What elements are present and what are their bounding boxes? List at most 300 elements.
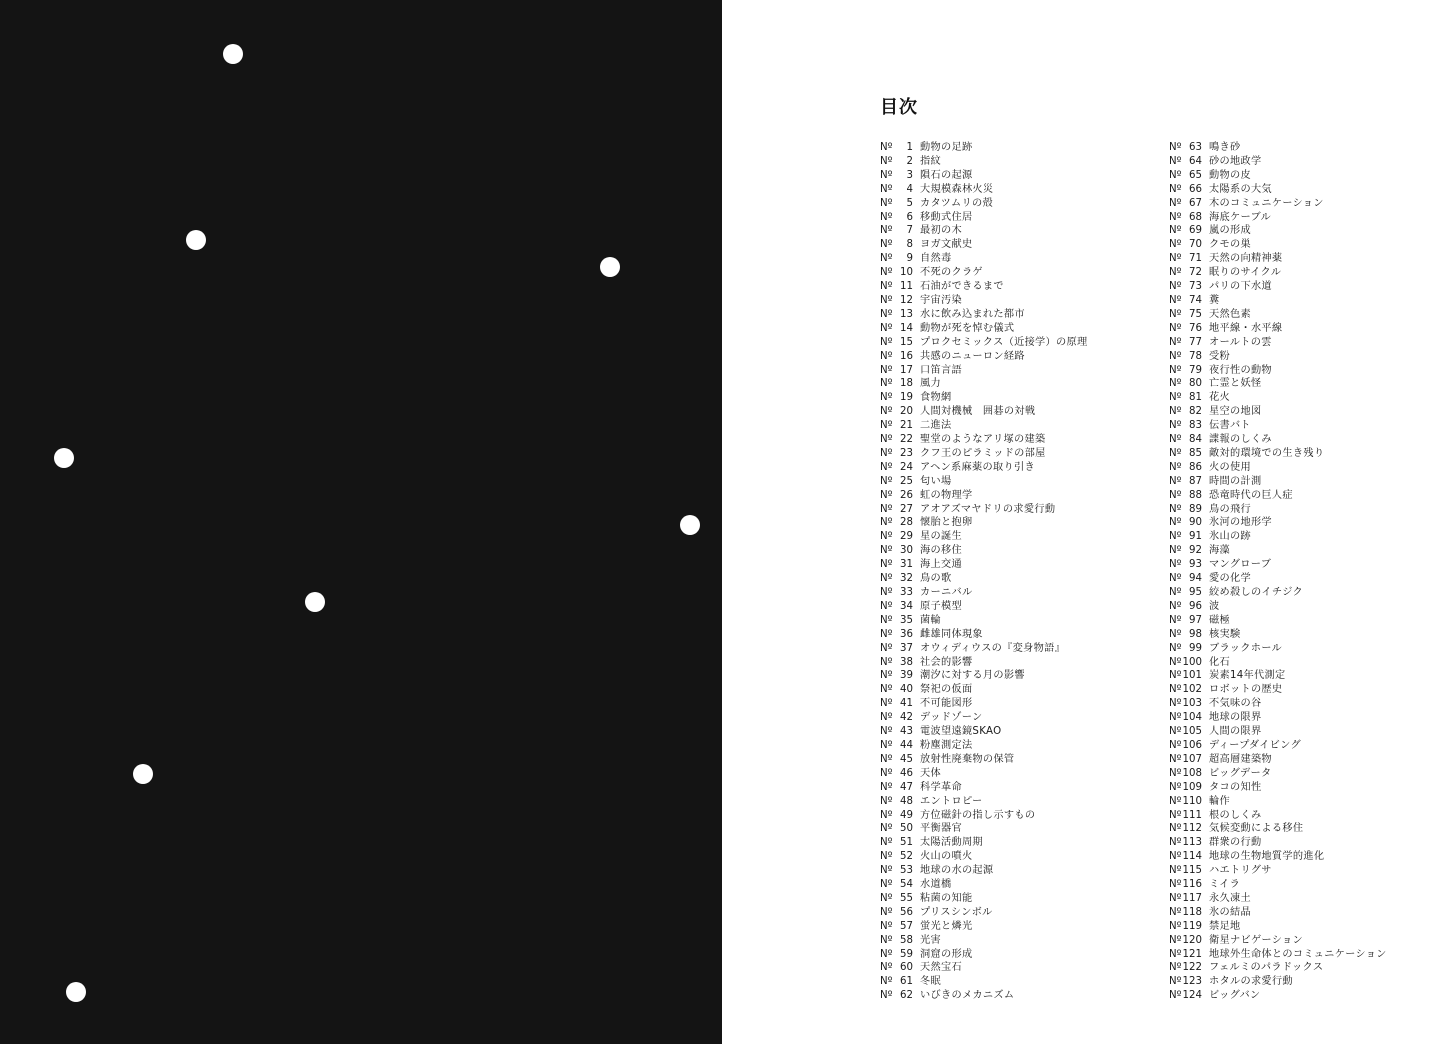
toc-entry-title: 虹の物理学 <box>920 489 973 501</box>
entry-number: 51 <box>900 837 913 849</box>
number-prefix: Nº <box>880 767 893 779</box>
toc-entry-title: パリの下水道 <box>1209 281 1272 293</box>
entry-number: 11 <box>900 281 913 293</box>
toc-entry-title: アオアズマヤドリの求愛行動 <box>920 503 1056 515</box>
number-prefix: Nº <box>880 698 893 710</box>
entry-number: 47 <box>900 781 913 793</box>
number-prefix: Nº <box>880 169 893 181</box>
toc-entry-title: 海藻 <box>1209 545 1230 557</box>
number-prefix: Nº <box>880 656 893 668</box>
number-prefix: Nº <box>1169 851 1182 863</box>
number-prefix: Nº <box>1169 753 1182 765</box>
number-prefix: Nº <box>880 461 893 473</box>
toc-entry-title: カーニバル <box>920 587 973 598</box>
number-prefix: Nº <box>1169 211 1182 223</box>
toc-entry-title: 地球外生命体とのコミュニケーション <box>1209 948 1387 960</box>
entry-number: 13 <box>900 308 913 320</box>
toc-entry-title: 恐竜時代の巨人症 <box>1209 489 1293 501</box>
toc-entry-title: ミイラ <box>1209 879 1241 891</box>
toc-entry-title: 超高層建築物 <box>1209 753 1272 765</box>
number-prefix: Nº <box>880 948 893 960</box>
number-prefix: Nº <box>880 781 893 793</box>
toc-entry-title: 匂い場 <box>920 475 952 487</box>
entry-number: 119 <box>1182 920 1202 932</box>
number-prefix: Nº <box>1169 948 1182 960</box>
toc-entry-title: 火山の噴火 <box>920 851 973 863</box>
entry-number: 2 <box>906 155 913 167</box>
entry-number: 24 <box>900 461 913 473</box>
number-prefix: Nº <box>1169 795 1182 807</box>
number-prefix: Nº <box>880 142 893 153</box>
number-prefix: Nº <box>1169 614 1182 626</box>
toc-entry-title: 天然色素 <box>1209 308 1251 320</box>
number-prefix: Nº <box>1169 183 1182 195</box>
entry-number: 92 <box>1189 545 1202 557</box>
entry-number: 14 <box>900 322 913 334</box>
entry-number: 114 <box>1182 851 1202 863</box>
number-prefix: Nº <box>880 197 893 209</box>
entry-number: 4 <box>906 183 913 195</box>
entry-number: 84 <box>1189 434 1202 446</box>
toc-entry-title: 祭祀の仮面 <box>920 684 973 696</box>
entry-number: 42 <box>900 712 913 724</box>
toc-entry-title: 根のしくみ <box>1209 809 1262 821</box>
toc-entry-title: 永久凍土 <box>1209 892 1251 904</box>
toc-entry-title: 地球の生物地質学的進化 <box>1209 851 1325 863</box>
toc-entry-title: 方位磁針の指し示すもの <box>920 809 1036 821</box>
toc-entry-title: 海の移住 <box>920 545 962 557</box>
entry-number: 69 <box>1189 225 1202 237</box>
number-prefix: Nº <box>1169 865 1182 877</box>
toc-title: 目次 <box>880 97 918 118</box>
entry-number: 75 <box>1189 308 1202 320</box>
entry-number: 85 <box>1189 447 1202 459</box>
number-prefix: Nº <box>1169 587 1182 598</box>
toc-entry-title: 不可能図形 <box>920 698 973 710</box>
entry-number: 88 <box>1189 489 1202 501</box>
entry-number: 45 <box>900 753 913 765</box>
number-prefix: Nº <box>880 934 893 946</box>
entry-number: 23 <box>900 447 913 459</box>
entry-number: 118 <box>1182 906 1202 918</box>
toc-entry-title: 海底ケーブル <box>1209 211 1272 223</box>
number-prefix: Nº <box>880 809 893 821</box>
toc-entry-title: 冬眠 <box>920 976 941 988</box>
number-prefix: Nº <box>1169 642 1182 654</box>
toc-entry-title: 風力 <box>920 378 941 390</box>
entry-number: 32 <box>900 573 913 585</box>
entry-number: 3 <box>906 169 913 181</box>
number-prefix: Nº <box>1169 281 1182 293</box>
entry-number: 19 <box>900 392 913 404</box>
toc-entry-title: 社会的影響 <box>920 656 973 668</box>
entry-number: 78 <box>1189 350 1202 362</box>
entry-number: 79 <box>1189 364 1202 376</box>
toc-entry-title: 懐胎と抱卵 <box>920 517 973 529</box>
entry-number: 71 <box>1189 253 1202 265</box>
white-dot <box>305 592 325 612</box>
toc-entry-title: 菌輪 <box>920 614 941 626</box>
entry-number: 25 <box>900 475 913 487</box>
number-prefix: Nº <box>1169 962 1182 974</box>
toc-entry-title: 移動式住居 <box>920 211 973 223</box>
toc-entry-title: 指紋 <box>920 155 941 167</box>
number-prefix: Nº <box>1169 322 1182 334</box>
toc-entry-title: 核実験 <box>1209 628 1241 640</box>
toc-entry-title: ブラックホール <box>1209 642 1283 654</box>
number-prefix: Nº <box>880 350 893 362</box>
entry-number: 31 <box>900 559 913 571</box>
number-prefix: Nº <box>880 892 893 904</box>
number-prefix: Nº <box>880 920 893 932</box>
entry-number: 72 <box>1189 267 1202 279</box>
number-prefix: Nº <box>1169 809 1182 821</box>
number-prefix: Nº <box>880 823 893 835</box>
toc-entry-title: 光害 <box>920 934 941 946</box>
toc-entry-title: 共感のニューロン経路 <box>920 350 1025 362</box>
toc-entry-title: 太陽活動周期 <box>920 837 983 849</box>
entry-number: 122 <box>1182 962 1202 974</box>
entry-number: 30 <box>900 545 913 557</box>
toc-entry-title: 人間対機械 囲碁の対戦 <box>920 406 1036 418</box>
toc-entry-title: 亡霊と妖怪 <box>1209 378 1262 390</box>
number-prefix: Nº <box>1169 837 1182 849</box>
entry-number: 44 <box>900 739 913 751</box>
toc-entry-title: 星空の地図 <box>1209 406 1262 418</box>
entry-number: 56 <box>900 906 913 918</box>
toc-entry-title: 衛星ナビゲーション <box>1209 934 1303 946</box>
entry-number: 20 <box>900 406 913 418</box>
entry-number: 15 <box>900 336 913 348</box>
entry-number: 21 <box>900 420 913 432</box>
entry-number: 64 <box>1189 155 1202 167</box>
number-prefix: Nº <box>1169 726 1182 738</box>
entry-number: 76 <box>1189 322 1202 334</box>
entry-number: 66 <box>1189 183 1202 195</box>
number-prefix: Nº <box>880 406 893 418</box>
entry-number: 41 <box>900 698 913 710</box>
toc-entry-title: 水道橋 <box>920 879 952 891</box>
number-prefix: Nº <box>880 447 893 459</box>
number-prefix: Nº <box>1169 225 1182 237</box>
number-prefix: Nº <box>880 364 893 376</box>
toc-entry-title: ビッグデータ <box>1209 767 1272 779</box>
entry-number: 6 <box>906 211 913 223</box>
toc-entry-title: アヘン系麻薬の取り引き <box>920 461 1035 473</box>
entry-number: 82 <box>1189 406 1202 418</box>
number-prefix: Nº <box>1169 781 1182 793</box>
toc-entry-title: オールトの雲 <box>1209 336 1272 348</box>
number-prefix: Nº <box>1169 142 1182 153</box>
toc-entry-title: 絞め殺しのイチジク <box>1209 587 1303 598</box>
number-prefix: Nº <box>1169 461 1182 473</box>
toc-entry-title: ビッグバン <box>1209 990 1261 1002</box>
number-prefix: Nº <box>880 976 893 988</box>
number-prefix: Nº <box>1169 294 1182 306</box>
number-prefix: Nº <box>880 851 893 863</box>
toc-entry-title: クモの巣 <box>1209 239 1251 251</box>
toc-entry-title: 糞 <box>1209 294 1220 306</box>
entry-number: 98 <box>1189 628 1202 640</box>
toc-entry-title: 氷河の地形学 <box>1209 517 1272 529</box>
number-prefix: Nº <box>1169 906 1182 918</box>
number-prefix: Nº <box>880 906 893 918</box>
entry-number: 81 <box>1189 392 1202 404</box>
number-prefix: Nº <box>880 155 893 167</box>
toc-entry-title: 炭素14年代測定 <box>1209 670 1286 682</box>
entry-number: 103 <box>1182 698 1202 710</box>
number-prefix: Nº <box>1169 420 1182 432</box>
number-prefix: Nº <box>880 225 893 237</box>
right-page-table-of-contents <box>722 0 1442 1044</box>
toc-entry-title: 食物網 <box>920 392 952 404</box>
toc-entry-title: 気候変動による移住 <box>1209 823 1304 835</box>
entry-number: 106 <box>1182 739 1202 751</box>
number-prefix: Nº <box>880 420 893 432</box>
number-prefix: Nº <box>1169 364 1182 376</box>
toc-entry-title: ホタルの求愛行動 <box>1209 976 1293 988</box>
entry-number: 59 <box>900 948 913 960</box>
entry-number: 70 <box>1189 239 1202 251</box>
number-prefix: Nº <box>1169 475 1182 487</box>
number-prefix: Nº <box>1169 489 1182 501</box>
number-prefix: Nº <box>1169 712 1182 724</box>
number-prefix: Nº <box>1169 823 1182 835</box>
toc-entry-title: 雌雄同体現象 <box>920 628 983 640</box>
number-prefix: Nº <box>880 239 893 251</box>
toc-entry-title: 不気味の谷 <box>1209 698 1262 710</box>
number-prefix: Nº <box>880 308 893 320</box>
toc-entry-title: 平衡器官 <box>920 823 962 835</box>
number-prefix: Nº <box>880 614 893 626</box>
entry-number: 121 <box>1182 948 1202 960</box>
toc-entry-title: フェルミのパラドックス <box>1209 962 1324 974</box>
entry-number: 83 <box>1189 420 1202 432</box>
white-dot <box>54 448 74 468</box>
number-prefix: Nº <box>880 253 893 265</box>
entry-number: 48 <box>900 795 913 807</box>
toc-entry-title: 諜報のしくみ <box>1209 434 1272 446</box>
toc-entry-title: 氷の結晶 <box>1209 906 1251 918</box>
number-prefix: Nº <box>880 281 893 293</box>
entry-number: 54 <box>900 879 913 891</box>
number-prefix: Nº <box>880 336 893 348</box>
number-prefix: Nº <box>880 587 893 598</box>
number-prefix: Nº <box>1169 670 1182 682</box>
number-prefix: Nº <box>1169 879 1182 891</box>
entry-number: 9 <box>906 253 913 265</box>
entry-number: 100 <box>1182 656 1202 668</box>
entry-number: 97 <box>1189 614 1202 626</box>
toc-entry-title: 海上交通 <box>920 559 962 571</box>
toc-entry-title: 蛍光と燐光 <box>920 920 973 932</box>
entry-number: 110 <box>1182 795 1202 807</box>
toc-entry-title: 鳥の飛行 <box>1209 503 1251 515</box>
number-prefix: Nº <box>1169 920 1182 932</box>
toc-entry-title: 隕石の起源 <box>920 169 973 181</box>
entry-number: 77 <box>1189 336 1202 348</box>
number-prefix: Nº <box>1169 336 1182 348</box>
number-prefix: Nº <box>1169 406 1182 418</box>
entry-number: 26 <box>900 489 913 501</box>
toc-entry-title: エントロピー <box>920 795 983 807</box>
number-prefix: Nº <box>880 628 893 640</box>
entry-number: 89 <box>1189 503 1202 515</box>
number-prefix: Nº <box>880 600 893 612</box>
toc-entry-title: 地球の水の起源 <box>920 865 994 877</box>
number-prefix: Nº <box>880 434 893 446</box>
entry-number: 1 <box>906 142 913 153</box>
toc-entry-title: 潮汐に対する月の影響 <box>920 670 1025 682</box>
white-dot <box>66 982 86 1002</box>
toc-entry-title: 伝書バト <box>1209 420 1251 432</box>
toc-entry-title: ヨガ文献史 <box>920 239 973 251</box>
entry-number: 49 <box>900 809 913 821</box>
entry-number: 94 <box>1189 573 1202 585</box>
toc-entry-title: 輪作 <box>1209 795 1230 807</box>
entry-number: 37 <box>900 642 913 654</box>
number-prefix: Nº <box>1169 698 1182 710</box>
number-prefix: Nº <box>880 670 893 682</box>
toc-entry-title: 石油ができるまで <box>920 281 1004 293</box>
number-prefix: Nº <box>1169 934 1182 946</box>
toc-entry-title: 花火 <box>1209 392 1230 404</box>
number-prefix: Nº <box>880 489 893 501</box>
number-prefix: Nº <box>1169 573 1182 585</box>
entry-number: 109 <box>1182 781 1202 793</box>
number-prefix: Nº <box>1169 378 1182 390</box>
number-prefix: Nº <box>1169 517 1182 529</box>
entry-number: 39 <box>900 670 913 682</box>
toc-entry-title: 天然宝石 <box>920 962 962 974</box>
toc-entry-title: 科学革命 <box>920 781 962 793</box>
entry-number: 113 <box>1182 837 1202 849</box>
number-prefix: Nº <box>1169 392 1182 404</box>
number-prefix: Nº <box>880 378 893 390</box>
entry-number: 108 <box>1182 767 1202 779</box>
entry-number: 27 <box>900 503 913 515</box>
entry-number: 55 <box>900 892 913 904</box>
toc-entry-title: 禁足地 <box>1209 920 1241 932</box>
toc-entry-title: 敵対的環境での生き残り <box>1209 447 1325 459</box>
entry-number: 124 <box>1182 990 1202 1002</box>
number-prefix: Nº <box>1169 531 1182 543</box>
toc-entry-title: 磁極 <box>1209 614 1230 626</box>
entry-number: 5 <box>906 197 913 209</box>
number-prefix: Nº <box>880 726 893 738</box>
number-prefix: Nº <box>1169 197 1182 209</box>
number-prefix: Nº <box>1169 545 1182 557</box>
white-dot <box>223 44 243 64</box>
toc-entry-title: 動物の皮 <box>1209 169 1251 181</box>
entry-number: 99 <box>1189 642 1202 654</box>
entry-number: 111 <box>1182 809 1202 821</box>
entry-number: 95 <box>1189 587 1202 598</box>
entry-number: 87 <box>1189 475 1202 487</box>
entry-number: 96 <box>1189 600 1202 612</box>
number-prefix: Nº <box>1169 267 1182 279</box>
entry-number: 68 <box>1189 211 1202 223</box>
number-prefix: Nº <box>1169 739 1182 751</box>
number-prefix: Nº <box>880 739 893 751</box>
number-prefix: Nº <box>880 531 893 543</box>
number-prefix: Nº <box>880 573 893 585</box>
entry-number: 91 <box>1189 531 1202 543</box>
entry-number: 105 <box>1182 726 1202 738</box>
number-prefix: Nº <box>1169 503 1182 515</box>
number-prefix: Nº <box>880 962 893 974</box>
number-prefix: Nº <box>880 990 893 1002</box>
number-prefix: Nº <box>880 392 893 404</box>
toc-entry-title: 二進法 <box>920 420 952 432</box>
toc-entry-title: 大規模森林火災 <box>920 183 994 195</box>
entry-number: 116 <box>1182 879 1202 891</box>
number-prefix: Nº <box>1169 656 1182 668</box>
number-prefix: Nº <box>1169 155 1182 167</box>
toc-entry-title: 人間の限界 <box>1209 726 1262 738</box>
toc-entry-title: 氷山の跡 <box>1209 531 1251 543</box>
entry-number: 62 <box>900 990 913 1002</box>
entry-number: 35 <box>900 614 913 626</box>
entry-number: 93 <box>1189 559 1202 571</box>
number-prefix: Nº <box>1169 628 1182 640</box>
toc-entry-title: 地球の限界 <box>1209 712 1262 724</box>
toc-entry-title: 波 <box>1209 600 1220 612</box>
number-prefix: Nº <box>880 183 893 195</box>
toc-entry-title: クフ王のピラミッドの部屋 <box>920 447 1046 459</box>
entry-number: 38 <box>900 656 913 668</box>
number-prefix: Nº <box>1169 892 1182 904</box>
entry-number: 46 <box>900 767 913 779</box>
toc-entry-title: いびきのメカニズム <box>920 990 1015 1002</box>
number-prefix: Nº <box>880 267 893 279</box>
toc-entry-title: 木のコミュニケーション <box>1209 197 1324 209</box>
number-prefix: Nº <box>880 322 893 334</box>
entry-number: 7 <box>906 225 913 237</box>
number-prefix: Nº <box>1169 976 1182 988</box>
white-dot <box>186 230 206 250</box>
entry-number: 102 <box>1182 684 1202 696</box>
toc-entry-title: 宇宙汚染 <box>920 294 962 306</box>
toc-entry-title: プロクセミックス（近接学）の原理 <box>920 336 1088 348</box>
number-prefix: Nº <box>1169 447 1182 459</box>
entry-number: 40 <box>900 684 913 696</box>
entry-number: 53 <box>900 865 913 877</box>
entry-number: 52 <box>900 851 913 863</box>
toc-entry-title: 聖堂のようなアリ塚の建築 <box>920 434 1046 446</box>
number-prefix: Nº <box>1169 767 1182 779</box>
entry-number: 22 <box>900 434 913 446</box>
toc-entry-title: 原子模型 <box>920 600 962 612</box>
toc-entry-title: 放射性廃棄物の保管 <box>920 753 1015 765</box>
entry-number: 43 <box>900 726 913 738</box>
toc-entry-title: 不死のクラゲ <box>920 267 983 279</box>
entry-number: 50 <box>900 823 913 835</box>
entry-number: 123 <box>1182 976 1202 988</box>
number-prefix: Nº <box>880 684 893 696</box>
number-prefix: Nº <box>1169 308 1182 320</box>
entry-number: 63 <box>1189 142 1202 153</box>
entry-number: 86 <box>1189 461 1202 473</box>
toc-entry-title: プリスシンボル <box>920 906 993 918</box>
number-prefix: Nº <box>1169 169 1182 181</box>
number-prefix: Nº <box>1169 239 1182 251</box>
number-prefix: Nº <box>880 753 893 765</box>
toc-entry-title: 受粉 <box>1209 350 1230 362</box>
number-prefix: Nº <box>880 211 893 223</box>
toc-entry-title: 星の誕生 <box>920 531 962 543</box>
white-dot <box>600 257 620 277</box>
